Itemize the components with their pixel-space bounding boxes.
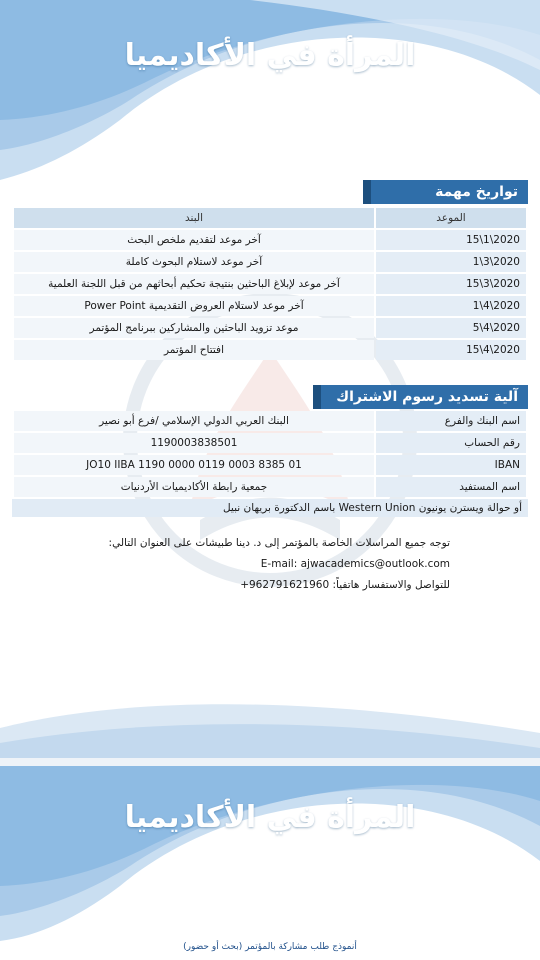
date-cell: 2020\3\15	[376, 274, 526, 294]
banner-title: المرأة في الأكاديميا	[124, 38, 416, 73]
bank-name-value: البنك العربي الدولي الإسلامي /فرع أبو نصير	[14, 411, 374, 431]
table-row	[14, 477, 526, 497]
account-number-label: رقم الحساب	[376, 433, 526, 453]
date-cell: 2020\3\1	[376, 252, 526, 272]
item-cell: افتتاح المؤتمر	[14, 340, 374, 360]
date-cell: 2020\4\15	[376, 340, 526, 360]
contact-phone[interactable]: +962791621960	[240, 579, 330, 591]
item-cell: آخر موعد لاستلام البحوث كاملة	[14, 252, 374, 272]
table-row	[14, 433, 526, 453]
contact-block	[109, 533, 450, 596]
contact-phone-line	[109, 575, 450, 596]
item-cell: آخر موعد لتقديم ملخص البحث	[14, 230, 374, 250]
document-page-2	[0, 766, 540, 960]
important-dates-heading: تواريخ مهمة	[363, 180, 528, 204]
important-dates-table	[12, 206, 528, 362]
table-header-row	[14, 208, 526, 228]
column-header-date: الموعد	[376, 208, 526, 228]
date-cell: 2020\4\1	[376, 296, 526, 316]
column-header-item: البند	[14, 208, 374, 228]
footer-waves	[0, 688, 540, 758]
iban-value: JO10 IIBA 1190 0000 0119 0003 8385 01	[14, 455, 374, 475]
iban-label: IBAN	[376, 455, 526, 475]
western-union-note: أو حوالة ويسترن يونيون Western Union باسم الدكتورة بريهان نبيل	[12, 499, 528, 517]
date-cell: 2020\1\15	[376, 230, 526, 250]
banner-title: المرأة في الأكاديميا	[124, 800, 416, 835]
item-cell: آخر موعد لإبلاغ الباحثين بنتيجة تحكيم أبحاثهم من قبل اللجنة العلمية	[14, 274, 374, 294]
banner-waves	[0, 0, 540, 185]
table-row	[14, 252, 526, 272]
table-row	[14, 230, 526, 250]
fee-payment-table	[12, 409, 528, 499]
table-row	[14, 340, 526, 360]
contact-intro: توجه جميع المراسلات الخاصة بالمؤتمر إلى د. دينا طبيشات على العنوان التالي:	[108, 537, 450, 549]
table-row	[14, 274, 526, 294]
beneficiary-label: اسم المستفيد	[376, 477, 526, 497]
item-cell: موعد تزويد الباحثين والمشاركين ببرنامج المؤتمر	[14, 318, 374, 338]
table-row	[14, 296, 526, 316]
date-cell: 2020\4\5	[376, 318, 526, 338]
contact-phone-label: للتواصل والاستفسار هاتفياً:	[332, 579, 450, 591]
banner-waves	[0, 766, 540, 946]
item-cell: آخر موعد لاستلام العروض التقديمية Power Point	[14, 296, 374, 316]
table-row	[14, 318, 526, 338]
account-number-value: 1190003838501	[14, 433, 374, 453]
table-row	[14, 455, 526, 475]
contact-email[interactable]: E-mail: ajwacademics@outlook.com	[260, 558, 450, 570]
form-title: أنموذج طلب مشاركة بالمؤتمر (بحث أو حضور)	[183, 942, 357, 952]
table-row	[14, 411, 526, 431]
bank-name-label: اسم البنك والفرع	[376, 411, 526, 431]
beneficiary-value: جمعية رابطة الأكاديميات الأردنيات	[14, 477, 374, 497]
fee-payment-heading: آلية تسديد رسوم الاشتراك	[313, 385, 528, 409]
